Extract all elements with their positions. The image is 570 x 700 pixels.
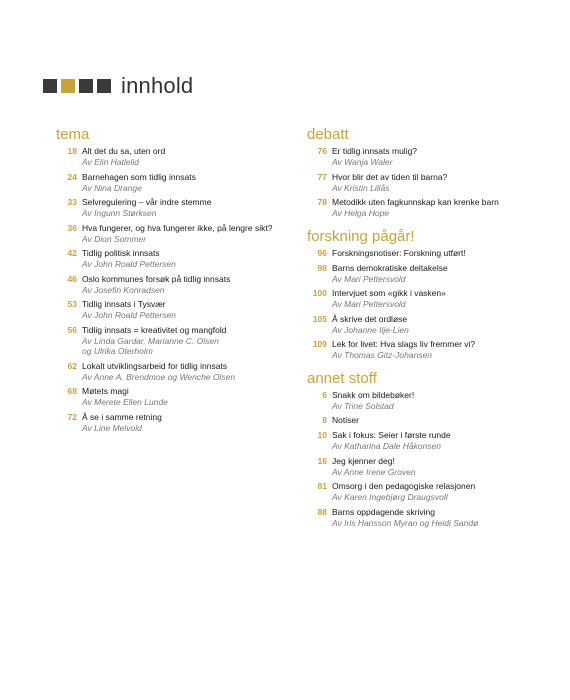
toc-entry xyxy=(307,288,557,310)
entry-author: og Ulrika Oterholm xyxy=(82,346,153,356)
page-number: 56 xyxy=(67,324,77,335)
page-number: 72 xyxy=(67,411,77,422)
entry-body xyxy=(82,412,162,434)
entry-author: Av Katharina Dale Håkonsen xyxy=(332,441,441,451)
toc-entry xyxy=(56,386,296,408)
toc-entry xyxy=(56,299,296,321)
entry-author: Av Trine Solstad xyxy=(332,400,394,411)
entry-body xyxy=(332,481,475,503)
right-column xyxy=(307,126,557,532)
entry-body xyxy=(332,314,409,336)
entry-title: Tidlig innsats i Tysvær xyxy=(82,299,166,309)
toc-entry xyxy=(56,146,296,168)
entry-title: Barns oppdagende skriving xyxy=(332,506,436,517)
page-number: 81 xyxy=(317,481,327,491)
left-column xyxy=(56,126,296,437)
section-annet xyxy=(307,370,557,529)
entry-body xyxy=(82,197,211,219)
square-1 xyxy=(43,79,57,93)
entry-author: Av Elin Hatlelid xyxy=(82,157,140,167)
entry-author: Av Ingunn Størksen xyxy=(82,208,157,218)
page-number: 42 xyxy=(67,248,77,258)
page-number: 16 xyxy=(317,455,327,466)
page-number: 109 xyxy=(312,339,327,349)
page-number: 10 xyxy=(317,430,327,440)
page-number: 62 xyxy=(67,360,77,371)
section-forskning xyxy=(307,228,557,361)
entry-title: Alt det du sa, uten ord xyxy=(82,146,166,156)
entry-body xyxy=(82,274,230,296)
entry-author: Av Mari Pettersvold xyxy=(332,299,406,309)
entries-annet xyxy=(307,390,557,529)
entries-debatt xyxy=(307,146,557,219)
toc-entry xyxy=(56,223,296,245)
entry-body xyxy=(82,361,235,383)
page-number: 33 xyxy=(67,197,77,207)
toc-entry xyxy=(307,390,557,412)
section-title-forskning: forskning pågår! xyxy=(307,227,415,245)
entry-title: Forskningsnotiser: Forskning utført! xyxy=(332,247,466,258)
page-number: 96 xyxy=(317,247,327,258)
entry-author: Av Dion Sommer xyxy=(82,233,147,244)
entry-body xyxy=(332,263,448,285)
toc-entry xyxy=(307,507,557,529)
page-number: 36 xyxy=(67,222,77,233)
page-number: 78 xyxy=(317,197,327,207)
entries-forskning xyxy=(307,248,557,361)
entry-author: Av Linda Gardar, Marianne C. Olsen xyxy=(82,335,219,346)
toc-entry xyxy=(307,481,557,503)
entry-title: Tidlig politisk innsats xyxy=(82,248,160,258)
entry-body xyxy=(82,248,176,270)
entry-title: Å se i samme retning xyxy=(82,411,162,422)
entry-title: Intervjuet som «gikk i vasken» xyxy=(332,288,446,298)
entry-author: Av John Roald Pettersen xyxy=(82,259,176,269)
entry-author: Av Nina Drange xyxy=(82,182,142,193)
page-number: 24 xyxy=(67,171,77,182)
toc-entry xyxy=(307,430,557,452)
entry-author: Av Kristin Lillås xyxy=(332,182,390,193)
entry-author: Av Anne A. Brendmoe og Wenche Olsen xyxy=(82,371,236,382)
toc-entry xyxy=(307,172,557,194)
toc-entry xyxy=(56,172,296,194)
entry-title: Hva fungerer, og hva fungerer ikke, på lengre sikt? xyxy=(82,222,273,233)
page-number: 88 xyxy=(317,506,327,517)
entry-title: Barns demokratiske deltakelse xyxy=(332,262,448,273)
entry-body xyxy=(332,415,359,426)
page-number: 77 xyxy=(317,171,327,182)
section-tema xyxy=(56,126,296,433)
page-header xyxy=(43,72,193,100)
entry-body xyxy=(332,288,446,310)
section-title-debatt: debatt xyxy=(307,126,349,143)
entry-title: Er tidlig innsats mulig? xyxy=(332,146,418,156)
page-number: 8 xyxy=(322,415,327,425)
section-debatt xyxy=(307,126,557,219)
entry-title: Omsorg i den pedagogiske relasjonen xyxy=(332,481,476,491)
entry-body xyxy=(332,197,499,219)
toc-entry xyxy=(307,263,557,285)
toc-entry xyxy=(56,274,296,296)
entry-author: Av Josefin Konradsen xyxy=(82,284,165,295)
toc-entry xyxy=(307,314,557,336)
square-2 xyxy=(61,79,75,93)
entry-author: Av Anne Irene Groven xyxy=(332,466,416,477)
entry-title: Notiser xyxy=(332,415,359,425)
page-number: 98 xyxy=(317,262,327,273)
entry-title: Lokalt utviklingsarbeid for tidlig innsats xyxy=(82,360,228,371)
square-3 xyxy=(79,79,93,93)
entry-body xyxy=(82,223,272,245)
toc-entry xyxy=(56,197,296,219)
entry-body xyxy=(332,456,416,478)
entry-author: Av Wanja Waler xyxy=(332,157,393,167)
entry-body xyxy=(82,172,196,194)
entry-author: Av Johanne Ilje-Lien xyxy=(332,324,409,335)
entry-author: Av John Roald Pettersen xyxy=(82,310,176,320)
entry-title: Hvor blir det av tiden til barna? xyxy=(332,171,448,182)
page-title: innhold xyxy=(121,73,194,98)
toc-entry xyxy=(307,197,557,219)
entry-title: Å skrive det ordløse xyxy=(332,313,408,324)
entry-author: Av Karen Ingebjørg Draugsvoll xyxy=(332,492,448,502)
entry-title: Metodikk uten fagkunnskap kan krenke barn xyxy=(332,197,499,207)
entry-title: Tidlig innsats = kreativitet og mangfold xyxy=(82,324,227,335)
entry-body xyxy=(332,146,417,168)
toc-entry xyxy=(56,412,296,434)
entry-author: Av Line Melvold xyxy=(82,422,142,433)
entry-title: Snakk om bildebøker! xyxy=(332,389,415,400)
page-number: 76 xyxy=(317,146,327,156)
toc-entry xyxy=(56,361,296,383)
entry-body xyxy=(82,299,176,321)
toc-entry xyxy=(307,456,557,478)
entry-body xyxy=(82,386,168,408)
entry-body xyxy=(332,172,447,194)
entry-body xyxy=(332,339,475,361)
entry-title: Selvregulering – vår indre stemme xyxy=(82,197,212,207)
entry-author: Av Thomas Gitz-Johansen xyxy=(332,350,432,360)
entry-body xyxy=(82,325,227,357)
entry-title: Oslo kommunes forsøk på tidlig innsats xyxy=(82,273,231,284)
toc-entry xyxy=(307,339,557,361)
section-title-annet: annet stoff xyxy=(307,369,377,387)
entry-body xyxy=(332,390,414,412)
entry-title: Jeg kjenner deg! xyxy=(332,455,395,466)
section-title-tema: tema xyxy=(56,126,90,143)
entry-body xyxy=(82,146,165,168)
entry-title: Sak i fokus: Seier i første runde xyxy=(332,430,451,440)
toc-entry xyxy=(307,146,557,168)
entry-title: Barnehagen som tidlig innsats xyxy=(82,171,196,182)
entry-body xyxy=(332,248,466,259)
page-number: 18 xyxy=(67,146,77,156)
page-number: 53 xyxy=(67,299,77,309)
page-number: 100 xyxy=(312,288,327,298)
toc-entry xyxy=(56,248,296,270)
toc-entry xyxy=(307,415,557,426)
entry-author: Av Helga Hope xyxy=(332,208,390,218)
entry-author: Av Iris Hansson Myran og Heidi Sandø xyxy=(332,517,479,528)
entry-title: Møtets magi xyxy=(82,386,129,396)
square-4 xyxy=(97,79,111,93)
page-number: 6 xyxy=(322,389,327,400)
entry-body xyxy=(332,430,451,452)
entry-body xyxy=(332,507,478,529)
toc-entry xyxy=(56,325,296,357)
page-number: 46 xyxy=(67,273,77,284)
entries-tema xyxy=(56,146,296,433)
entry-author: Av Mari Pettersvold xyxy=(332,273,406,284)
page-number: 105 xyxy=(312,313,327,324)
entry-author: Av Merete Ellen Lunde xyxy=(82,397,168,407)
entry-title: Lek for livet: Hva slags liv fremmer vi? xyxy=(332,339,476,349)
toc-entry xyxy=(307,248,557,259)
page-number: 68 xyxy=(67,386,77,396)
